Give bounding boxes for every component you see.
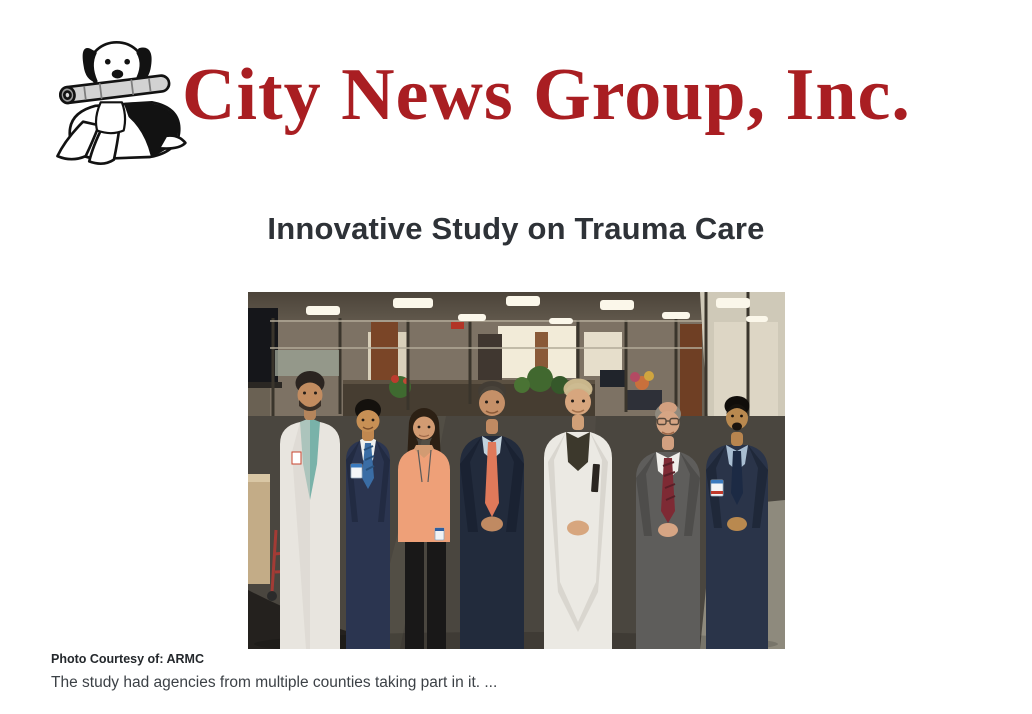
dog-with-newspaper-logo-icon bbox=[46, 22, 196, 172]
caption-block bbox=[51, 652, 981, 692]
article-photo[interactable] bbox=[248, 292, 785, 649]
article-title: Innovative Study on Trauma Care bbox=[267, 211, 765, 246]
photo-credit: Photo Courtesy of: ARMC bbox=[51, 652, 204, 666]
site-logo-link[interactable] bbox=[46, 22, 911, 172]
article-excerpt: The study had agencies from multiple counties taking part in it. ... bbox=[51, 674, 498, 691]
logo-text: City News Group, Inc. bbox=[182, 54, 911, 136]
